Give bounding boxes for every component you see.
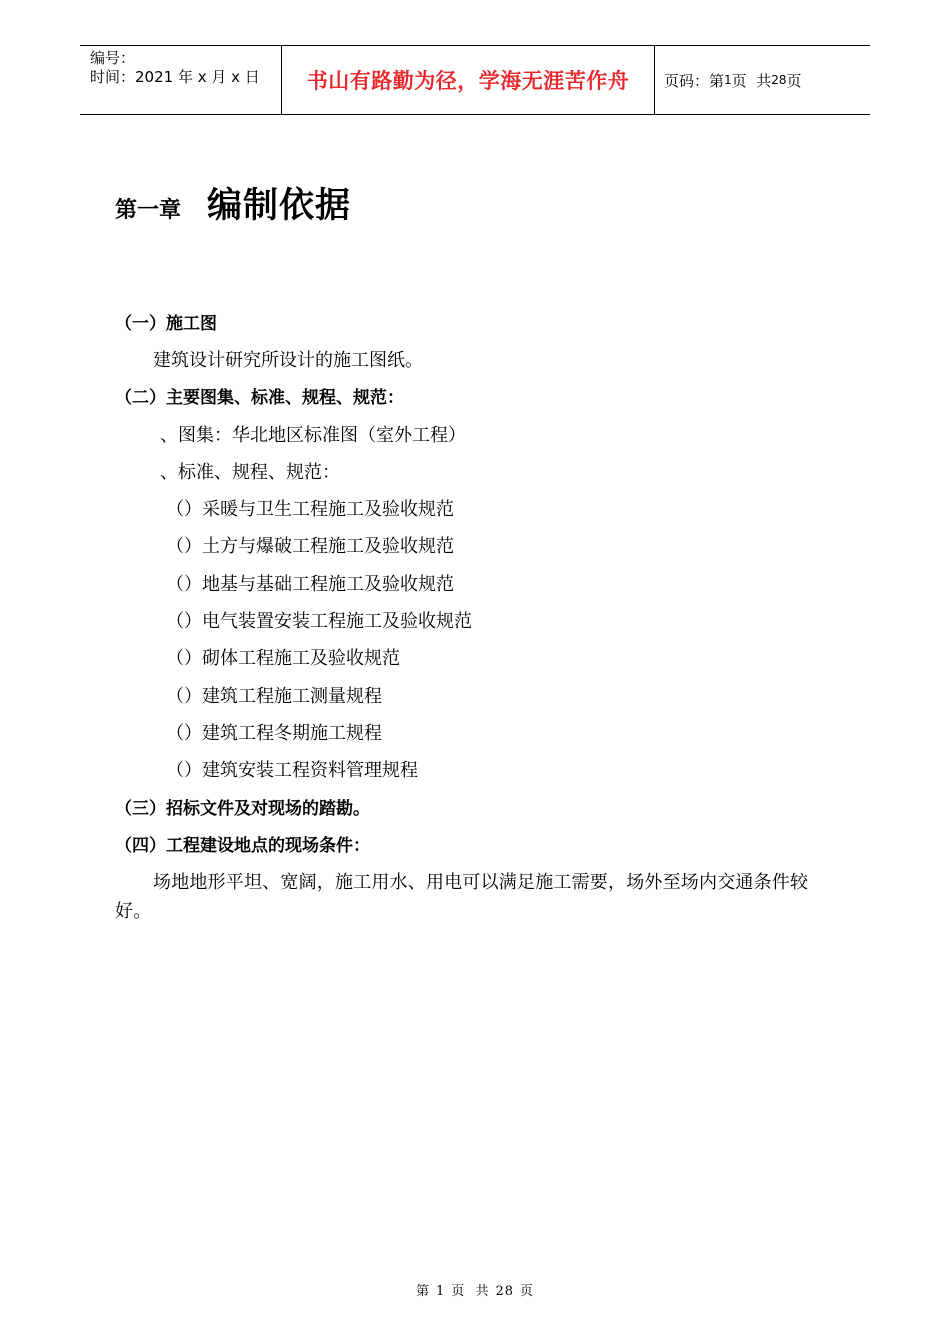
page-footer xyxy=(0,1280,950,1299)
standard-list-item: （）地基与基础工程施工及验收规范 xyxy=(166,574,454,595)
standard-list-item: （）砌体工程施工及验收规范 xyxy=(166,648,400,669)
section-1-heading: （一）施工图 xyxy=(115,314,217,334)
section-2-item-atlas: 、图集：华北地区标准图（室外工程） xyxy=(160,425,466,446)
footer-page-prefix: 第 xyxy=(415,1284,430,1299)
standard-list-item: （）土方与爆破工程施工及验收规范 xyxy=(166,536,454,557)
chapter-title: 编制依据 xyxy=(207,186,352,226)
footer-page-mid: 页 共 xyxy=(451,1284,490,1299)
document-time-label: 时间：2021 年 x 月 x 日 xyxy=(90,68,260,86)
footer-page-total: 28 xyxy=(495,1284,515,1299)
document-number-label: 编号： xyxy=(90,49,136,67)
standard-list-item: （）电气装置安装工程施工及验收规范 xyxy=(166,611,472,632)
standard-list-item: （）采暖与卫生工程施工及验收规范 xyxy=(166,499,454,520)
header-motto: 书山有路勤为径，学海无涯苦作舟 xyxy=(282,46,655,114)
header-page-total: 28 xyxy=(771,73,787,87)
chapter-number: 第一章 xyxy=(115,198,182,223)
standard-list-item: （）建筑安装工程资料管理规程 xyxy=(166,760,418,781)
header-page-counter xyxy=(655,46,870,114)
standard-list-item: （）建筑工程施工测量规程 xyxy=(166,686,382,707)
header-meta-cell xyxy=(80,46,282,114)
header-page-prefix: 页码：第 xyxy=(664,71,725,90)
page-header xyxy=(80,45,870,115)
chapter-heading xyxy=(115,178,351,228)
header-page-suffix: 页 xyxy=(786,71,802,90)
header-page-mid: 页 共 xyxy=(731,71,772,90)
section-2-item-standards: 、标准、规程、规范： xyxy=(160,462,340,483)
section-1-text: 建筑设计研究所设计的施工图纸。 xyxy=(153,350,423,371)
section-3-heading: （三）招标文件及对现场的踏勘。 xyxy=(115,799,370,819)
section-4-heading: （四）工程建设地点的现场条件： xyxy=(115,836,370,856)
footer-page-suffix: 页 xyxy=(520,1284,535,1299)
standard-list-item: （）建筑工程冬期施工规程 xyxy=(166,723,382,744)
section-4-text: 场地地形平坦、宽阔，施工用水、用电可以满足施工需要，场外至场内交通条件较好。 xyxy=(115,872,809,922)
section-2-heading: （二）主要图集、标准、规程、规范： xyxy=(115,388,404,408)
footer-page-number: 1 xyxy=(435,1284,446,1299)
header-page-number: 1 xyxy=(724,73,732,87)
